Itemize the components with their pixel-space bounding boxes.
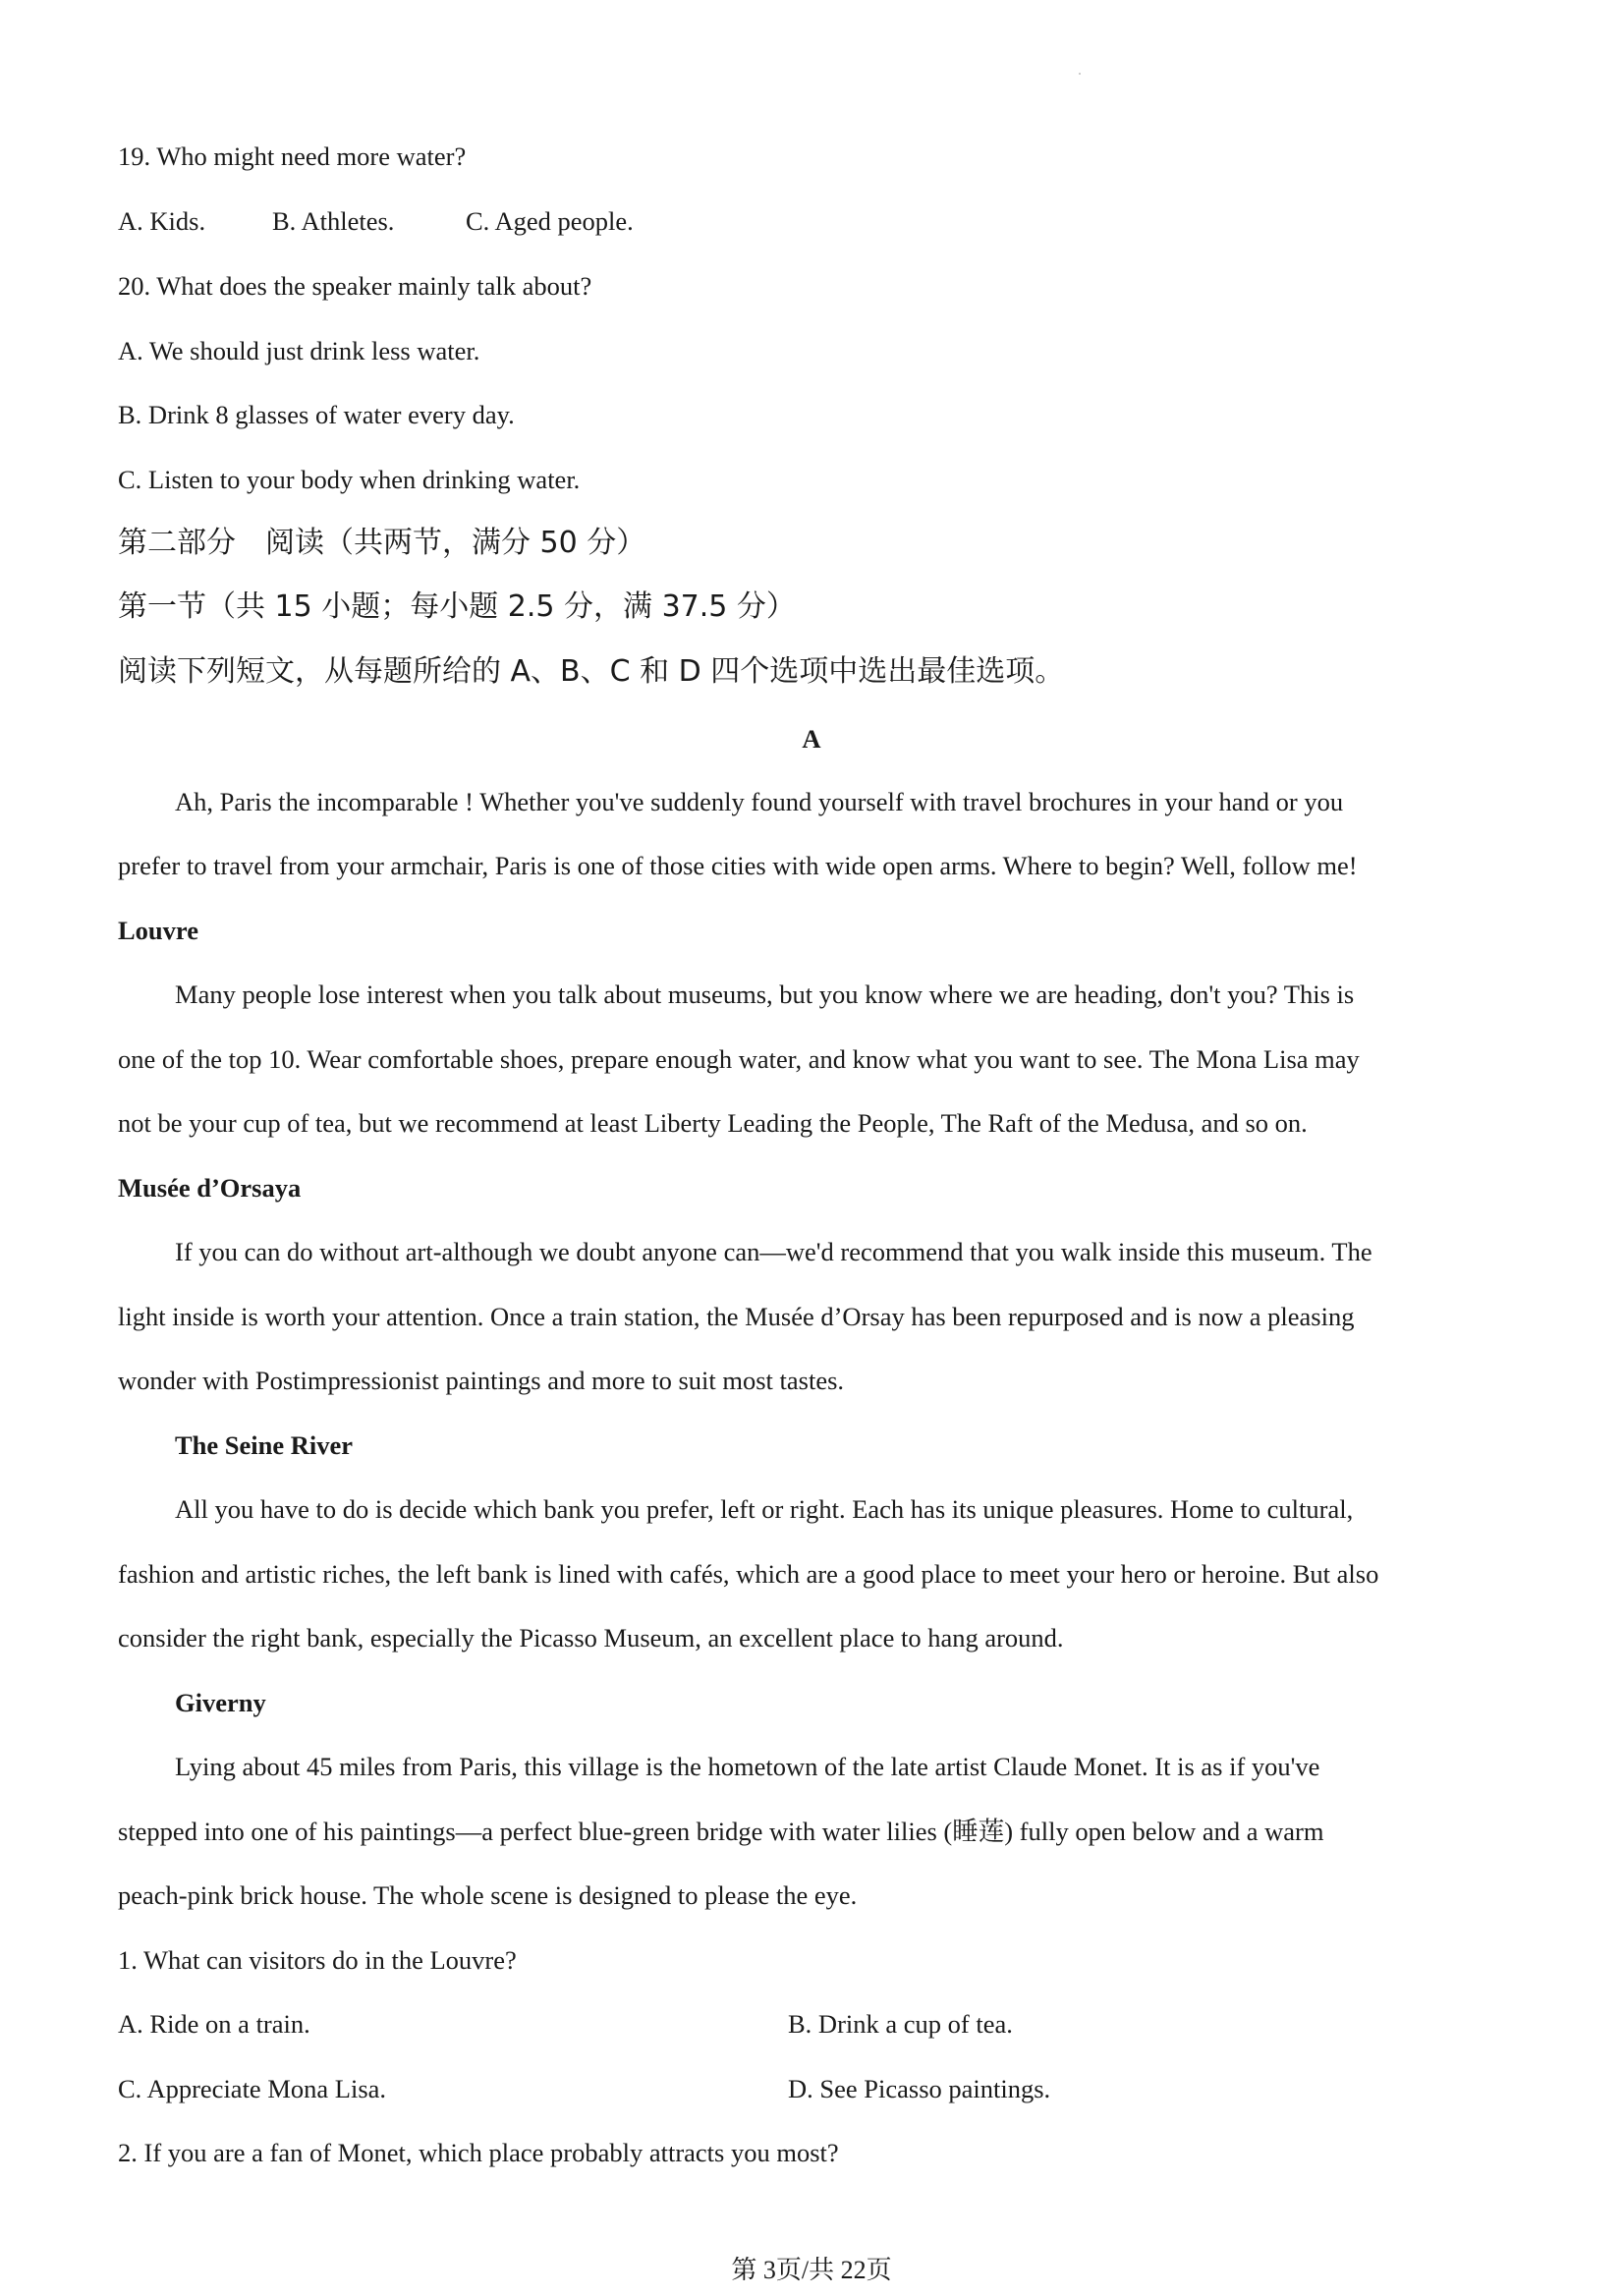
seine-line-3: consider the right bank, especially the Picasso Museum, an excellent place to hang around. xyxy=(118,1623,1064,1652)
orsay-line-3: wonder with Postimpressionist paintings and more to suit most tastes. xyxy=(118,1366,845,1395)
instruction-text: 阅读下列短文，从每题所给的 A、B、C 和 D 四个选项中选出最佳选项。 xyxy=(118,654,1065,689)
giverny-line-1: Lying about 45 miles from Paris, this village is the hometown of the late artist Claude Monet. It is as if you've xyxy=(175,1752,1320,1781)
giverny-line-3: peach-pink brick house. The whole scene is designed to please the eye. xyxy=(118,1880,858,1910)
louvre-line-2: one of the top 10. Wear comfortable shoes, prepare enough water, and know what you want to see. The Mona Lisa may xyxy=(118,1044,1360,1074)
seine-heading: The Seine River xyxy=(175,1430,354,1460)
louvre-line-3: not be your cup of tea, but we recommend at least Liberty Leading the People, The Raft of the Medusa, and so on. xyxy=(118,1108,1308,1138)
orsay-heading: Musée d’Orsaya xyxy=(118,1173,302,1203)
question-19: 19. Who might need more water? xyxy=(118,141,467,171)
giverny-line-2: stepped into one of his paintings—a perfect blue-green bridge with water lilies (睡莲) fully open below and a warm xyxy=(118,1817,1324,1846)
q1-option-b: B. Drink a cup of tea. xyxy=(788,2009,1013,2039)
q19-option-a: A. Kids. xyxy=(118,206,206,236)
orsay-line-2: light inside is worth your attention. Once a train station, the Musée d’Orsay has been repurposed and is now a pleasing xyxy=(118,1302,1355,1331)
q1-option-c: C. Appreciate Mona Lisa. xyxy=(118,2074,387,2103)
question-2: 2. If you are a fan of Monet, which place probably attracts you most? xyxy=(118,2138,839,2167)
intro-line-2: prefer to travel from your armchair, Paris is one of those cities with wide open arms. Where to begin? Well, follow me! xyxy=(118,851,1358,880)
q19-option-b: B. Athletes. xyxy=(272,206,395,236)
q20-option-c: C. Listen to your body when drinking water. xyxy=(118,465,581,494)
scan-dot xyxy=(1079,73,1081,75)
q19-option-c: C. Aged people. xyxy=(466,206,634,236)
question-1: 1. What can visitors do in the Louvre? xyxy=(118,1945,517,1975)
q20-option-a: A. We should just drink less water. xyxy=(118,336,480,365)
seine-line-1: All you have to do is decide which bank you prefer, left or right. Each has its unique pleasures. Home to cultural, xyxy=(175,1494,1354,1524)
louvre-heading: Louvre xyxy=(118,916,198,945)
question-20: 20. What does the speaker mainly talk about? xyxy=(118,271,592,301)
page-number: 第 3页/共 22页 xyxy=(731,2256,892,2284)
intro-line-1: Ah, Paris the incomparable ! Whether you've suddenly found yourself with travel brochures in your hand or you xyxy=(175,787,1344,816)
louvre-line-1: Many people lose interest when you talk about museums, but you know where we are heading, don't you? This is xyxy=(175,980,1355,1009)
seine-line-2: fashion and artistic riches, the left bank is lined with cafés, which are a good place to meet your hero or heroine. But also xyxy=(118,1559,1379,1589)
section-one-heading: 第一节（共 15 小题；每小题 2.5 分，满 37.5 分） xyxy=(118,589,796,624)
q20-option-b: B. Drink 8 glasses of water every day. xyxy=(118,400,515,429)
q1-option-d: D. See Picasso paintings. xyxy=(788,2074,1051,2103)
passage-label: A xyxy=(802,724,821,754)
part-two-heading: 第二部分 阅读（共两节，满分 50 分） xyxy=(118,526,646,560)
giverny-heading: Giverny xyxy=(175,1688,266,1717)
orsay-line-1: If you can do without art-although we doubt anyone can—we'd recommend that you walk inside this museum. The xyxy=(175,1237,1372,1266)
q1-option-a: A. Ride on a train. xyxy=(118,2009,310,2039)
